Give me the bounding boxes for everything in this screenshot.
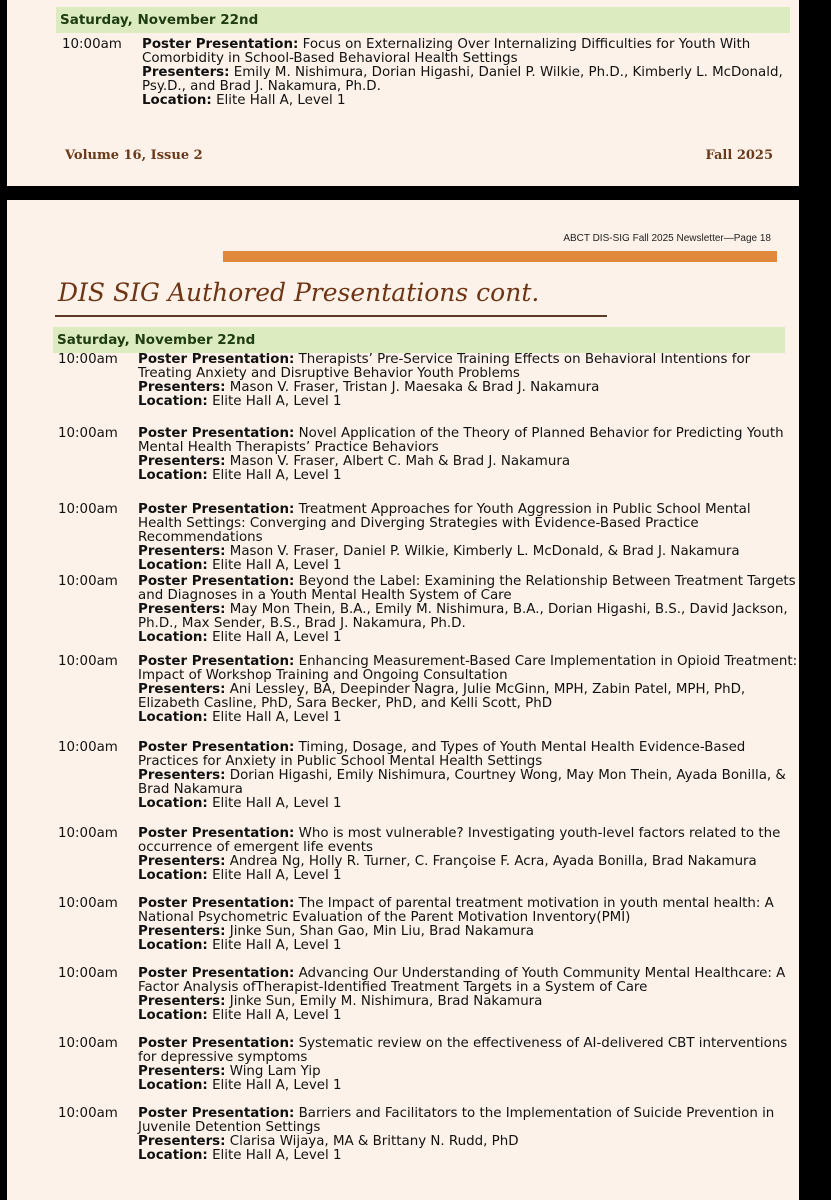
location-label: Location: <box>142 93 212 108</box>
entry-presenters: Dorian Higashi, Emily Nishimura, Courtney Wong, May Mon Thein, Ayada Bonilla, & Brad Nakamura <box>138 768 786 797</box>
entry-time: 10:00am <box>58 896 118 911</box>
entry-location-row <box>142 94 802 108</box>
entry-time: 10:00am <box>58 966 118 981</box>
entry-presenters-row <box>138 995 798 1009</box>
entry-time: 10:00am <box>58 826 118 841</box>
presentation-entry <box>58 897 798 953</box>
entry-presenters: May Mon Thein, B.A., Emily M. Nishimura, B.A., Dorian Higashi, B.S., David Jackson, Ph.D., Max Sender, B.S., Brad J. Nakamura, Ph.D. <box>138 602 788 631</box>
presentation-entry <box>58 827 798 883</box>
day-header: Saturday, November 22nd <box>53 327 785 353</box>
entry-location-row <box>138 711 798 725</box>
entry-presenters: Andrea Ng, Holly R. Turner, C. Françoise F. Acra, Ayada Bonilla, Brad Nakamura <box>229 854 757 869</box>
entry-presenters-row <box>138 381 798 395</box>
presentation-entry <box>58 353 798 409</box>
entry-title: Enhancing Measurement-Based Care Implementation in Opioid Treatment: Impact of Workshop Training and Ongoing Consultation <box>138 654 798 683</box>
entry-presenters: Emily M. Nishimura, Dorian Higashi, Daniel P. Wilkie, Ph.D., Kimberly L. McDonald, Psy.D., and Brad J. Nakamura, Ph.D. <box>142 65 783 94</box>
entry-presenters-row <box>138 545 798 559</box>
entry-location-row <box>138 797 798 811</box>
entry-location-row <box>138 631 798 645</box>
presentation-entry <box>58 655 798 725</box>
presentation-entry <box>58 427 798 483</box>
entry-title-row <box>138 1037 798 1065</box>
location-label: Location: <box>138 1148 208 1163</box>
location-label: Location: <box>138 938 208 953</box>
entry-time: 10:00am <box>58 352 118 367</box>
entry-title: Beyond the Label: Examining the Relationship Between Treatment Targets and Diagnoses in a Youth Mental Health System of Care <box>138 574 796 603</box>
location-label: Location: <box>138 558 208 573</box>
orange-divider <box>223 251 777 262</box>
location-label: Location: <box>138 710 208 725</box>
presenters-label: Presenters: <box>138 924 226 939</box>
presenters-label: Presenters: <box>138 994 226 1009</box>
presentation-entry <box>62 38 802 108</box>
entry-presenters: Mason V. Fraser, Tristan J. Maesaka & Brad J. Nakamura <box>229 380 600 395</box>
entry-title: Barriers and Facilitators to the Implementation of Suicide Prevention in Juvenile Detention Settings <box>138 1106 775 1135</box>
footer-season: Fall 2025 <box>705 148 773 163</box>
entry-type-label: Poster Presentation: <box>142 37 299 52</box>
entry-presenters-row <box>138 925 798 939</box>
entry-title: Focus on Externalizing Over Internalizing Difficulties for Youth With Comorbidity in School-Based Behavioral Health Settings <box>142 37 751 66</box>
entry-location: Elite Hall A, Level 1 <box>212 1148 342 1163</box>
section-title: DIS SIG Authored Presentations cont. <box>58 278 540 307</box>
location-label: Location: <box>138 394 208 409</box>
entry-type-label: Poster Presentation: <box>138 574 295 589</box>
entry-type-label: Poster Presentation: <box>138 426 295 441</box>
entry-location-row <box>138 869 798 883</box>
entry-location-row <box>138 395 798 409</box>
presenters-label: Presenters: <box>138 1064 226 1079</box>
title-underline <box>55 315 607 317</box>
entry-location: Elite Hall A, Level 1 <box>212 938 342 953</box>
entry-title-row <box>138 741 798 769</box>
entry-location: Elite Hall A, Level 1 <box>212 1008 342 1023</box>
location-label: Location: <box>138 630 208 645</box>
entry-presenters: Jinke Sun, Shan Gao, Min Liu, Brad Nakamura <box>229 924 534 939</box>
entry-title-row <box>138 503 798 545</box>
entry-title: Therapists’ Pre-Service Training Effects on Behavioral Intentions for Treating Anxiety and Disruptive Behavior Youth Problems <box>138 352 751 381</box>
presenters-label: Presenters: <box>138 1134 226 1149</box>
location-label: Location: <box>138 468 208 483</box>
entry-title: Treatment Approaches for Youth Aggression in Public School Mental Health Settings: Converging and Diverging Strategies with Evidence-Based Practice Recommendations <box>138 502 751 545</box>
entry-presenters-row <box>138 855 798 869</box>
entry-type-label: Poster Presentation: <box>138 826 295 841</box>
entry-presenters-row <box>138 455 798 469</box>
entry-time: 10:00am <box>58 502 118 517</box>
entry-location: Elite Hall A, Level 1 <box>212 710 342 725</box>
entry-title: Advancing Our Understanding of Youth Community Mental Healthcare: A Factor Analysis ofTherapist-Identified Treatment Targets in a System of Care <box>138 966 786 995</box>
day-header: Saturday, November 22nd <box>56 7 790 33</box>
entry-type-label: Poster Presentation: <box>138 740 295 755</box>
entry-presenters: Mason V. Fraser, Albert C. Mah & Brad J. Nakamura <box>229 454 571 469</box>
entry-presenters: Clarisa Wijaya, MA & Brittany N. Rudd, PhD <box>229 1134 519 1149</box>
presenters-label: Presenters: <box>138 768 226 783</box>
newsletter-page-17-bottom <box>7 0 799 186</box>
entry-location-row <box>138 1079 798 1093</box>
presenters-label: Presenters: <box>138 682 226 697</box>
entry-location: Elite Hall A, Level 1 <box>216 93 346 108</box>
entry-type-label: Poster Presentation: <box>138 654 295 669</box>
entry-presenters-row <box>138 603 798 631</box>
newsletter-page-18 <box>7 200 799 1200</box>
entry-type-label: Poster Presentation: <box>138 1106 295 1121</box>
entry-title-row <box>138 575 798 603</box>
entry-title-row <box>138 1107 798 1135</box>
entry-location: Elite Hall A, Level 1 <box>212 630 342 645</box>
entry-title-row <box>138 427 798 455</box>
entry-title-row <box>138 353 798 381</box>
entry-time: 10:00am <box>58 1036 118 1051</box>
presenters-label: Presenters: <box>142 65 230 80</box>
presenters-label: Presenters: <box>138 602 226 617</box>
location-label: Location: <box>138 1078 208 1093</box>
entry-presenters: Wing Lam Yip <box>229 1064 321 1079</box>
presentation-entry <box>58 1037 798 1093</box>
entry-title-row <box>142 38 802 66</box>
entry-presenters-row <box>138 683 798 711</box>
presenters-label: Presenters: <box>138 454 226 469</box>
entry-time: 10:00am <box>58 426 118 441</box>
entry-title-row <box>138 655 798 683</box>
entry-type-label: Poster Presentation: <box>138 1036 295 1051</box>
entry-location-row <box>138 559 798 573</box>
entry-location: Elite Hall A, Level 1 <box>212 1078 342 1093</box>
entry-presenters-row <box>138 1135 798 1149</box>
entry-type-label: Poster Presentation: <box>138 352 295 367</box>
presenters-label: Presenters: <box>138 854 226 869</box>
entry-type-label: Poster Presentation: <box>138 966 295 981</box>
presentation-entry <box>58 575 798 645</box>
presentation-entry <box>58 1107 798 1163</box>
presentation-entry <box>58 741 798 811</box>
entry-presenters-row <box>142 66 802 94</box>
entry-location-row <box>138 1009 798 1023</box>
entry-time: 10:00am <box>58 654 118 669</box>
entry-location: Elite Hall A, Level 1 <box>212 558 342 573</box>
entry-type-label: Poster Presentation: <box>138 502 295 517</box>
location-label: Location: <box>138 796 208 811</box>
presenters-label: Presenters: <box>138 380 226 395</box>
entry-presenters-row <box>138 1065 798 1079</box>
entry-title: Novel Application of the Theory of Planned Behavior for Predicting Youth Mental Health Therapists’ Practice Behaviors <box>138 426 784 455</box>
presentation-entry <box>58 967 798 1023</box>
entry-location-row <box>138 1149 798 1163</box>
entry-presenters: Jinke Sun, Emily M. Nishimura, Brad Nakamura <box>229 994 543 1009</box>
entry-title-row <box>138 967 798 995</box>
entry-title: The Impact of parental treatment motivation in youth mental health: A National Psychometric Evaluation of the Parent Motivation Inventory(PMI) <box>138 896 774 925</box>
presenters-label: Presenters: <box>138 544 226 559</box>
entry-type-label: Poster Presentation: <box>138 896 295 911</box>
entry-presenters-row <box>138 769 798 797</box>
location-label: Location: <box>138 1008 208 1023</box>
presentation-entry <box>58 503 798 573</box>
running-head: ABCT DIS-SIG Fall 2025 Newsletter—Page 18 <box>563 233 771 244</box>
footer-volume: Volume 16, Issue 2 <box>65 148 203 163</box>
entry-presenters: Mason V. Fraser, Daniel P. Wilkie, Kimberly L. McDonald, & Brad J. Nakamura <box>229 544 740 559</box>
entry-time: 10:00am <box>62 37 122 52</box>
entry-title: Systematic review on the effectiveness of AI-delivered CBT interventions for depressive symptoms <box>138 1036 788 1065</box>
entry-time: 10:00am <box>58 740 118 755</box>
location-label: Location: <box>138 868 208 883</box>
entry-title: Timing, Dosage, and Types of Youth Mental Health Evidence-Based Practices for Anxiety in Public School Mental Health Settings <box>138 740 746 769</box>
entry-title-row <box>138 827 798 855</box>
entry-title: Who is most vulnerable? Investigating youth-level factors related to the occurrence of emergent life events <box>138 826 781 855</box>
entry-title-row <box>138 897 798 925</box>
entry-location: Elite Hall A, Level 1 <box>212 796 342 811</box>
entry-location: Elite Hall A, Level 1 <box>212 868 342 883</box>
entry-location: Elite Hall A, Level 1 <box>212 394 342 409</box>
entry-presenters: Ani Lessley, BA, Deepinder Nagra, Julie McGinn, MPH, Zabin Patel, MPH, PhD, Elizabeth Casline, PhD, Sara Becker, PhD, and Kelli Scott, PhD <box>138 682 746 711</box>
entry-location: Elite Hall A, Level 1 <box>212 468 342 483</box>
entry-time: 10:00am <box>58 574 118 589</box>
entry-time: 10:00am <box>58 1106 118 1121</box>
entry-location-row <box>138 939 798 953</box>
entry-location-row <box>138 469 798 483</box>
